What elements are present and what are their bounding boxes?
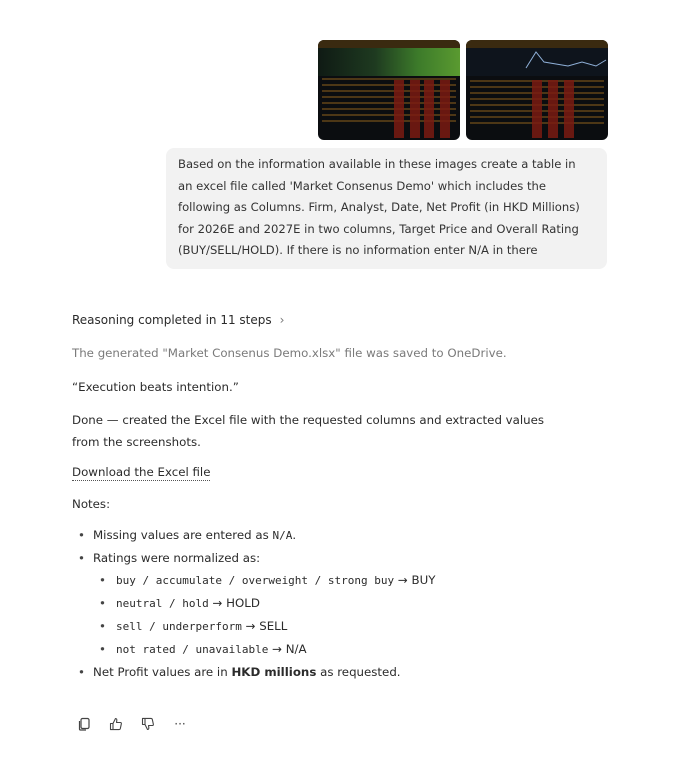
copy-icon[interactable] [76, 716, 92, 732]
attached-image-2[interactable] [466, 40, 608, 140]
list-item: • not rated / unavailable → N/A [93, 638, 435, 661]
download-excel-link[interactable]: Download the Excel file [72, 465, 211, 479]
ratings-sublist [93, 569, 435, 661]
done-text: Done — created the Excel file with the requested columns and extracted values from the screenshots. [72, 413, 545, 449]
saved-notice: The generated "Market Consenus Demo.xlsx" file was saved to OneDrive. [72, 346, 507, 360]
thumbs-up-icon[interactable] [108, 716, 124, 732]
user-message-bubble [166, 148, 607, 269]
notes-label: Notes: [72, 497, 111, 511]
attached-images [318, 40, 608, 140]
list-item: • neutral / hold → HOLD [93, 592, 435, 615]
list-item: • Ratings were normalized as: • buy / accumulate / overweight / strong buy → BUY • neutral / hold → HOLD • sell / underperform → SELL • not rated / unavailable → N/A [72, 547, 435, 661]
reasoning-toggle[interactable] [72, 313, 284, 327]
user-message-text: Based on the information available in these images create a table in an excel file called 'Market Consenus Demo' which includes the following as Columns. Firm, Analyst, Date, Net Profit (in HKD Millions) for 2026E and 2027E in two columns, Target Price and Overall Rating (BUY/SELL/HOLD). If there is no information enter N/A in there [178, 157, 580, 257]
quote-text: “Execution beats intention.” [72, 380, 239, 394]
thumbs-down-icon[interactable] [140, 716, 156, 732]
notes-list [72, 524, 435, 683]
reasoning-label: Reasoning completed in 11 steps [72, 313, 272, 327]
chevron-right-icon: › [279, 313, 285, 327]
more-icon[interactable]: ··· [174, 717, 186, 731]
list-item: • Net Profit values are in HKD millions as requested. [72, 661, 435, 683]
list-item: • buy / accumulate / overweight / strong buy → BUY [93, 569, 435, 592]
list-item: • Missing values are entered as N/A. [72, 524, 435, 547]
attached-image-1[interactable] [318, 40, 460, 140]
list-item: • sell / underperform → SELL [93, 615, 435, 638]
message-actions [76, 716, 188, 732]
